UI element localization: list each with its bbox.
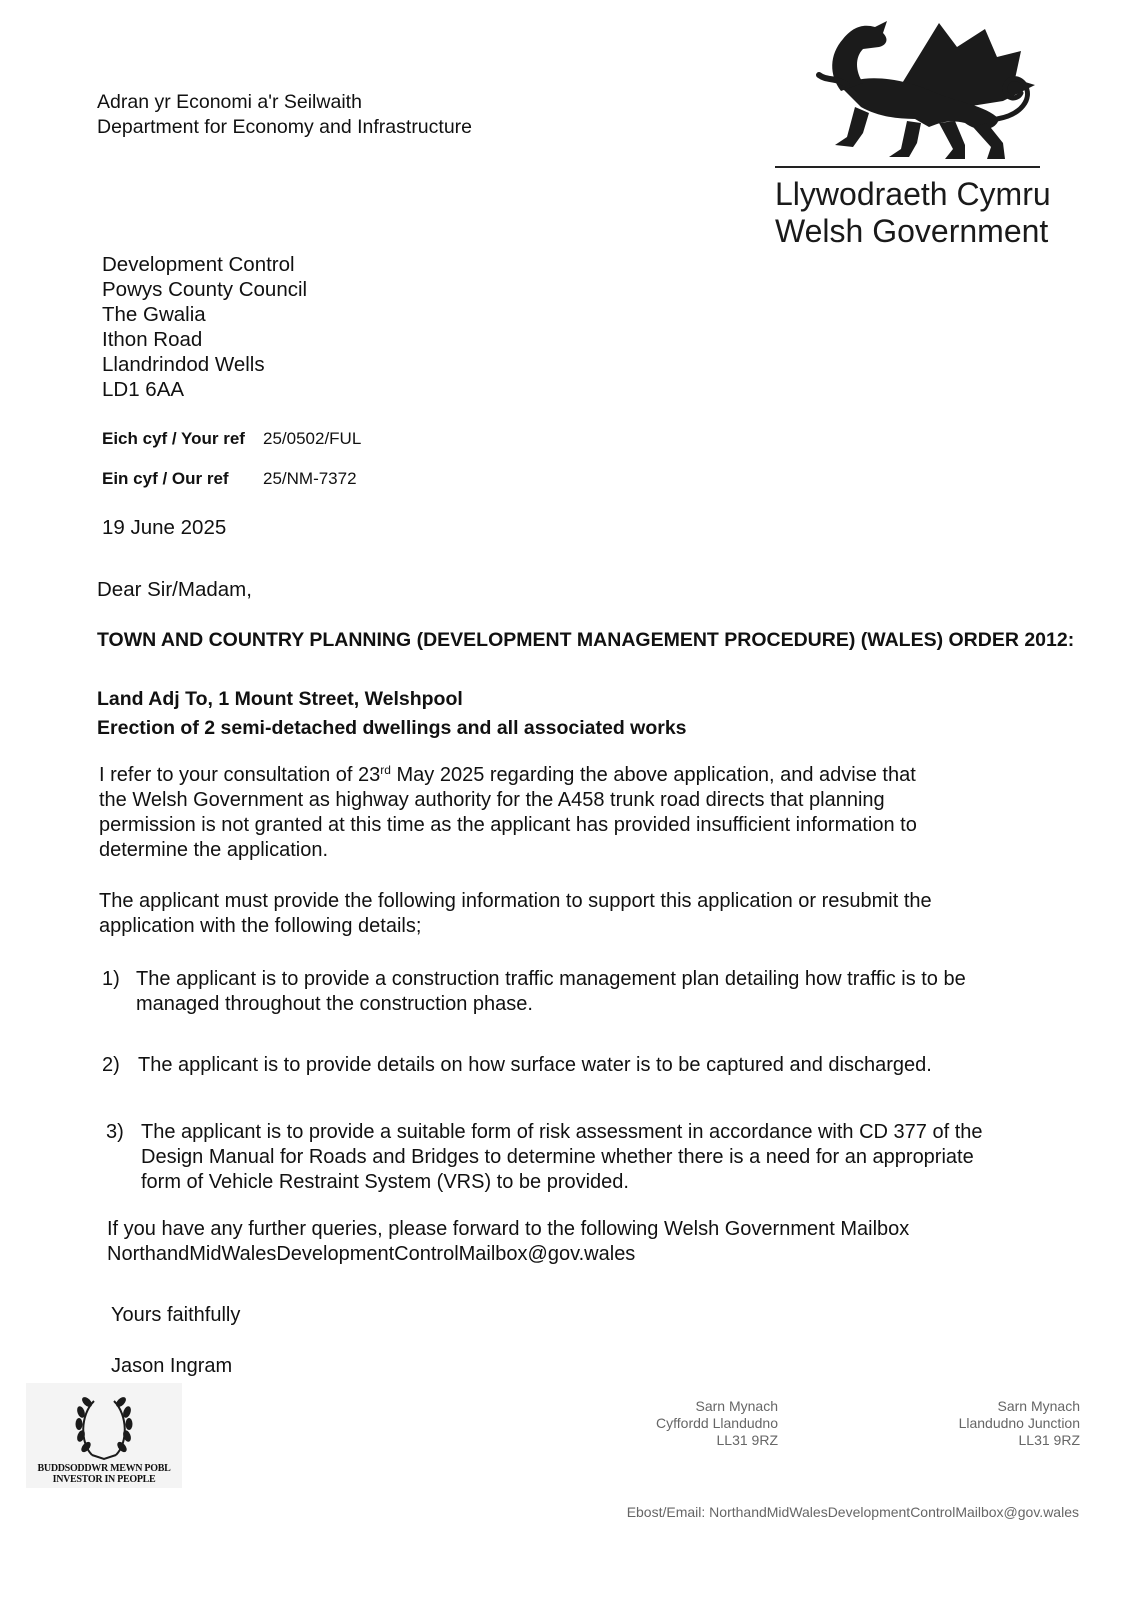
- item-number: 1): [102, 968, 120, 990]
- footer-address-line: Cyffordd Llandudno: [656, 1415, 778, 1431]
- queries-paragraph: [107, 1217, 909, 1267]
- footer-address-line: Sarn Mynach: [997, 1398, 1080, 1414]
- welsh-dragon-icon: [789, 15, 1039, 163]
- your-ref-label: Eich cyf / Your ref: [102, 429, 245, 448]
- footer-address-line: Llandudno Junction: [958, 1415, 1080, 1431]
- logo-name-welsh: Llywodraeth Cymru: [775, 176, 1051, 212]
- item-text: The applicant is to provide a suitable form of risk assessment in accordance with CD 377 of the Design Manual for Roads and Bridges to determine whether there is a need for an appropriate form of Vehicle Restraint System (VRS) to be provided.: [141, 1121, 983, 1193]
- footer-address-line: LL31 9RZ: [716, 1432, 778, 1448]
- salutation: Dear Sir/Madam,: [97, 578, 252, 601]
- footer-email-address[interactable]: NorthandMidWalesDevelopmentControlMailbox@gov.wales: [709, 1504, 1079, 1520]
- address-line: Llandrindod Wells: [102, 353, 265, 376]
- your-ref-value: 25/0502/FUL: [263, 429, 362, 448]
- paragraph-line: determine the application.: [99, 839, 329, 861]
- welsh-government-logo: [775, 15, 1051, 250]
- queries-text: If you have any further queries, please forward to the following Welsh Government Mailbox: [107, 1218, 910, 1240]
- paragraph-line: I refer to your consultation of 23rd May 2025 regarding the above application, and advise that: [99, 763, 916, 786]
- footer-email-label: Ebost/Email:: [626, 1504, 706, 1520]
- paragraph-consultation: [99, 763, 917, 863]
- paragraph-line: The applicant must provide the following information to support this application or resubmit the: [99, 890, 932, 912]
- letter-heading: TOWN AND COUNTRY PLANNING (DEVELOPMENT MANAGEMENT PROCEDURE) (WALES) ORDER 2012:: [97, 629, 1075, 651]
- paragraph-requirements: [99, 889, 932, 939]
- our-ref-value: 25/NM-7372: [263, 469, 357, 488]
- ordinal-suffix: rd: [380, 763, 391, 777]
- logo-divider: [775, 166, 1040, 168]
- letter-date: 19 June 2025: [102, 516, 227, 539]
- item-text: The applicant is to provide a construction traffic management plan detailing how traffic is to be managed throughout the construction phase.: [136, 968, 966, 1015]
- recipient-address: [102, 252, 307, 402]
- item-text: The applicant is to provide details on how surface water is to be captured and discharged.: [138, 1054, 932, 1076]
- logo-name-english: Welsh Government: [775, 213, 1049, 249]
- item-number: 2): [102, 1054, 120, 1076]
- paragraph-line: application with the following details;: [99, 915, 422, 937]
- address-line: LD1 6AA: [102, 378, 185, 401]
- paragraph-line: the Welsh Government as highway authority for the A458 trunk road directs that planning: [99, 789, 885, 811]
- investor-in-people-english: INVESTOR IN PEOPLE: [52, 1474, 156, 1485]
- department-english: Department for Economy and Infrastructure: [97, 116, 473, 138]
- footer-address-welsh: [620, 1398, 778, 1449]
- signatory-name: Jason Ingram: [111, 1355, 233, 1377]
- queries-email: NorthandMidWalesDevelopmentControlMailbox@gov.wales: [107, 1243, 636, 1265]
- address-line: The Gwalia: [102, 303, 206, 326]
- item-number: 3): [106, 1121, 124, 1143]
- laurel-wreath-icon: [74, 1395, 134, 1461]
- address-line: Ithon Road: [102, 328, 203, 351]
- footer-email: [560, 1504, 1079, 1520]
- signoff: Yours faithfully: [111, 1304, 241, 1326]
- site-address: Land Adj To, 1 Mount Street, Welshpool: [97, 688, 463, 710]
- department-header: [97, 90, 472, 140]
- application-details: [97, 685, 687, 743]
- investor-in-people-welsh: BUDDSODDWR MEWN POBL: [37, 1463, 171, 1474]
- investor-in-people-logo: [26, 1383, 182, 1488]
- footer-address-english: [921, 1398, 1080, 1449]
- our-ref-label: Ein cyf / Our ref: [102, 469, 229, 488]
- footer-address-line: Sarn Mynach: [695, 1398, 778, 1414]
- address-line: Powys County Council: [102, 278, 308, 301]
- department-welsh: Adran yr Economi a'r Seilwaith: [97, 91, 362, 113]
- logo-wordmark: [775, 176, 1051, 250]
- footer-address-line: LL31 9RZ: [1018, 1432, 1080, 1448]
- address-line: Development Control: [102, 253, 295, 276]
- paragraph-line: permission is not granted at this time as the applicant has provided insufficient information to: [99, 814, 917, 836]
- proposal-description: Erection of 2 semi-detached dwellings and all associated works: [97, 717, 687, 739]
